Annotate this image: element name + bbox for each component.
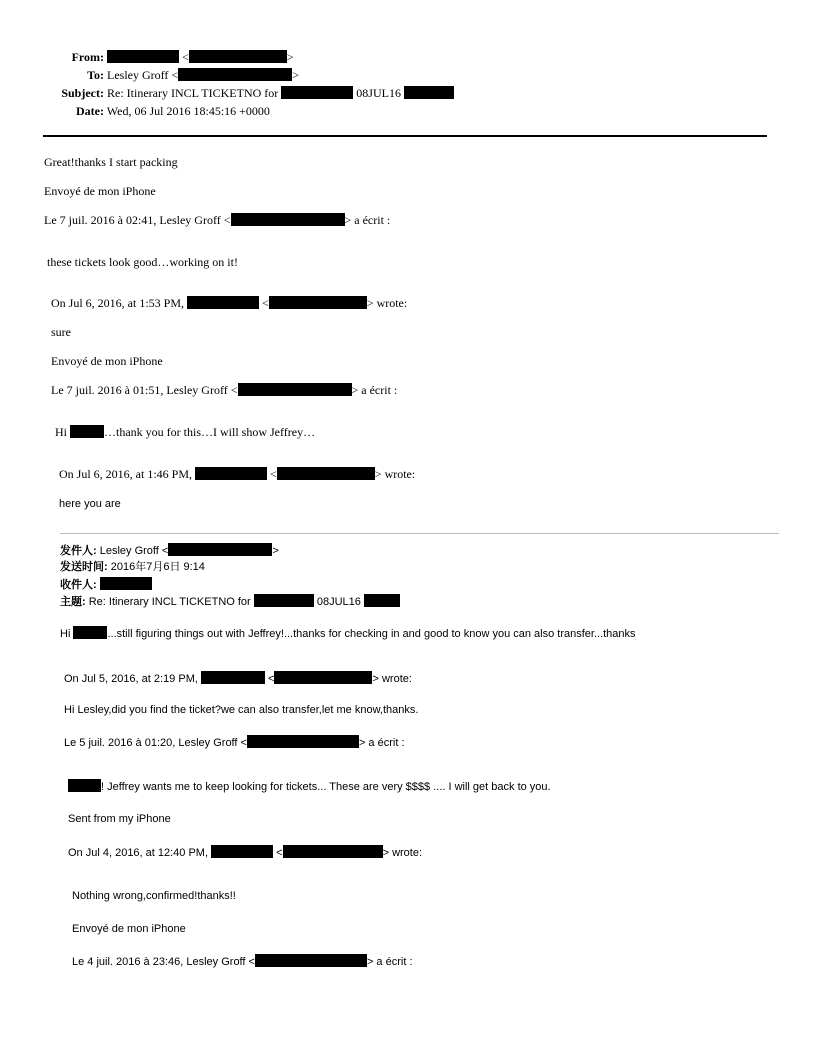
redacted-name — [70, 425, 104, 438]
redacted-email — [255, 954, 367, 967]
fwd-sent-row — [60, 560, 205, 574]
redacted-name — [201, 671, 265, 684]
redacted-name — [195, 467, 267, 480]
fwd-from-label: 发件人: — [60, 545, 97, 557]
fwd-subject-value: Re: Itinerary INCL TICKETNO for — [88, 596, 251, 608]
quote-header: On Jul 6, 2016, at 1:53 PM, < > wrote: — [51, 296, 408, 310]
from-label: From: — [71, 50, 104, 64]
redacted-ticket-number — [281, 86, 353, 99]
fwd-subject-code: 08JUL16 — [316, 596, 361, 608]
redacted-email — [277, 467, 375, 480]
body-line: Hi ...still figuring things out with Jeffrey!...thanks for checking in and good to know you can also transfer...thanks — [60, 628, 636, 640]
quote-header: On Jul 6, 2016, at 1:46 PM, < > wrote: — [59, 467, 416, 481]
quote-header: On Jul 4, 2016, at 12:40 PM, < > wrote: — [68, 847, 423, 859]
redacted-name — [187, 296, 259, 309]
fwd-to-label: 收件人: — [60, 579, 97, 591]
header-to-row: To: Lesley Groff < > — [44, 68, 299, 82]
fwd-sent-label: 发送时间: — [60, 561, 108, 573]
redacted-name — [73, 626, 107, 639]
body-line: Hi …thank you for this…I will show Jeffrey… — [55, 425, 316, 439]
quote-header: Le 7 juil. 2016 à 01:51, Lesley Groff < > a écrit : — [51, 383, 398, 397]
quote-header: Le 5 juil. 2016 à 01:20, Lesley Groff < > a écrit : — [64, 737, 405, 749]
body-line: Nothing wrong,confirmed!thanks!! — [72, 890, 236, 902]
redacted-name — [211, 845, 273, 858]
redacted-email — [168, 543, 272, 556]
to-label: To: — [87, 68, 104, 82]
quote-header: Le 4 juil. 2016 à 23:46, Lesley Groff < > a écrit : — [72, 956, 413, 968]
body-line: ! Jeffrey wants me to keep looking for tickets... These are very $$$$ .... I will get back to you. — [68, 779, 551, 794]
body-line: these tickets look good…working on it! — [47, 255, 238, 269]
body-line: Sent from my iPhone — [68, 813, 171, 825]
redacted-recipient-email — [178, 68, 292, 81]
redacted-name — [68, 779, 101, 792]
quote-header: Le 7 juil. 2016 à 02:41, Lesley Groff < > a écrit : — [44, 213, 391, 227]
redacted-sender-name — [107, 50, 179, 63]
body-line: Envoyé de mon iPhone — [51, 354, 163, 368]
subject-code: 08JUL16 — [356, 86, 401, 100]
redacted-email — [269, 296, 367, 309]
fwd-from-row: 发件人: Lesley Groff < > — [60, 545, 279, 557]
fwd-to-row — [60, 577, 152, 592]
redacted-ticket-number — [254, 594, 314, 607]
redacted-subject-suffix — [404, 86, 454, 99]
forward-divider — [60, 533, 779, 534]
body-line: Envoyé de mon iPhone — [72, 923, 186, 935]
body-line: Great!thanks I start packing — [44, 155, 178, 169]
body-line: Hi Lesley,did you find the ticket?we can also transfer,let me know,thanks. — [64, 704, 419, 716]
fwd-sent-value: 2016年7月6日 9:14 — [110, 561, 205, 573]
header-date-row — [44, 104, 270, 118]
fwd-subject-label: 主题: — [60, 596, 86, 608]
fwd-from-value: Lesley Groff < — [99, 545, 169, 557]
redacted-sender-email — [189, 50, 287, 63]
body-line: here you are — [59, 498, 121, 510]
header-subject-row — [44, 86, 454, 100]
date-value: Wed, 06 Jul 2016 18:45:16 +0000 — [106, 104, 270, 118]
redacted-recipient — [100, 577, 152, 590]
redacted-email — [274, 671, 372, 684]
subject-text: Re: Itinerary INCL TICKETNO for — [107, 86, 279, 100]
quote-header: On Jul 5, 2016, at 2:19 PM, < > wrote: — [64, 673, 412, 685]
redacted-email — [238, 383, 352, 396]
subject-label: Subject: — [61, 86, 104, 100]
redacted-subject-suffix — [364, 594, 400, 607]
date-label: Date: — [76, 104, 104, 118]
header-divider — [43, 135, 767, 137]
redacted-email — [231, 213, 345, 226]
redacted-email — [283, 845, 383, 858]
to-name: Lesley Groff < — [107, 68, 179, 82]
header-from-row: From: < > — [44, 50, 294, 64]
redacted-email — [247, 735, 359, 748]
body-line: sure — [51, 325, 71, 339]
body-line: Envoyé de mon iPhone — [44, 184, 156, 198]
fwd-subject-row — [60, 594, 400, 609]
